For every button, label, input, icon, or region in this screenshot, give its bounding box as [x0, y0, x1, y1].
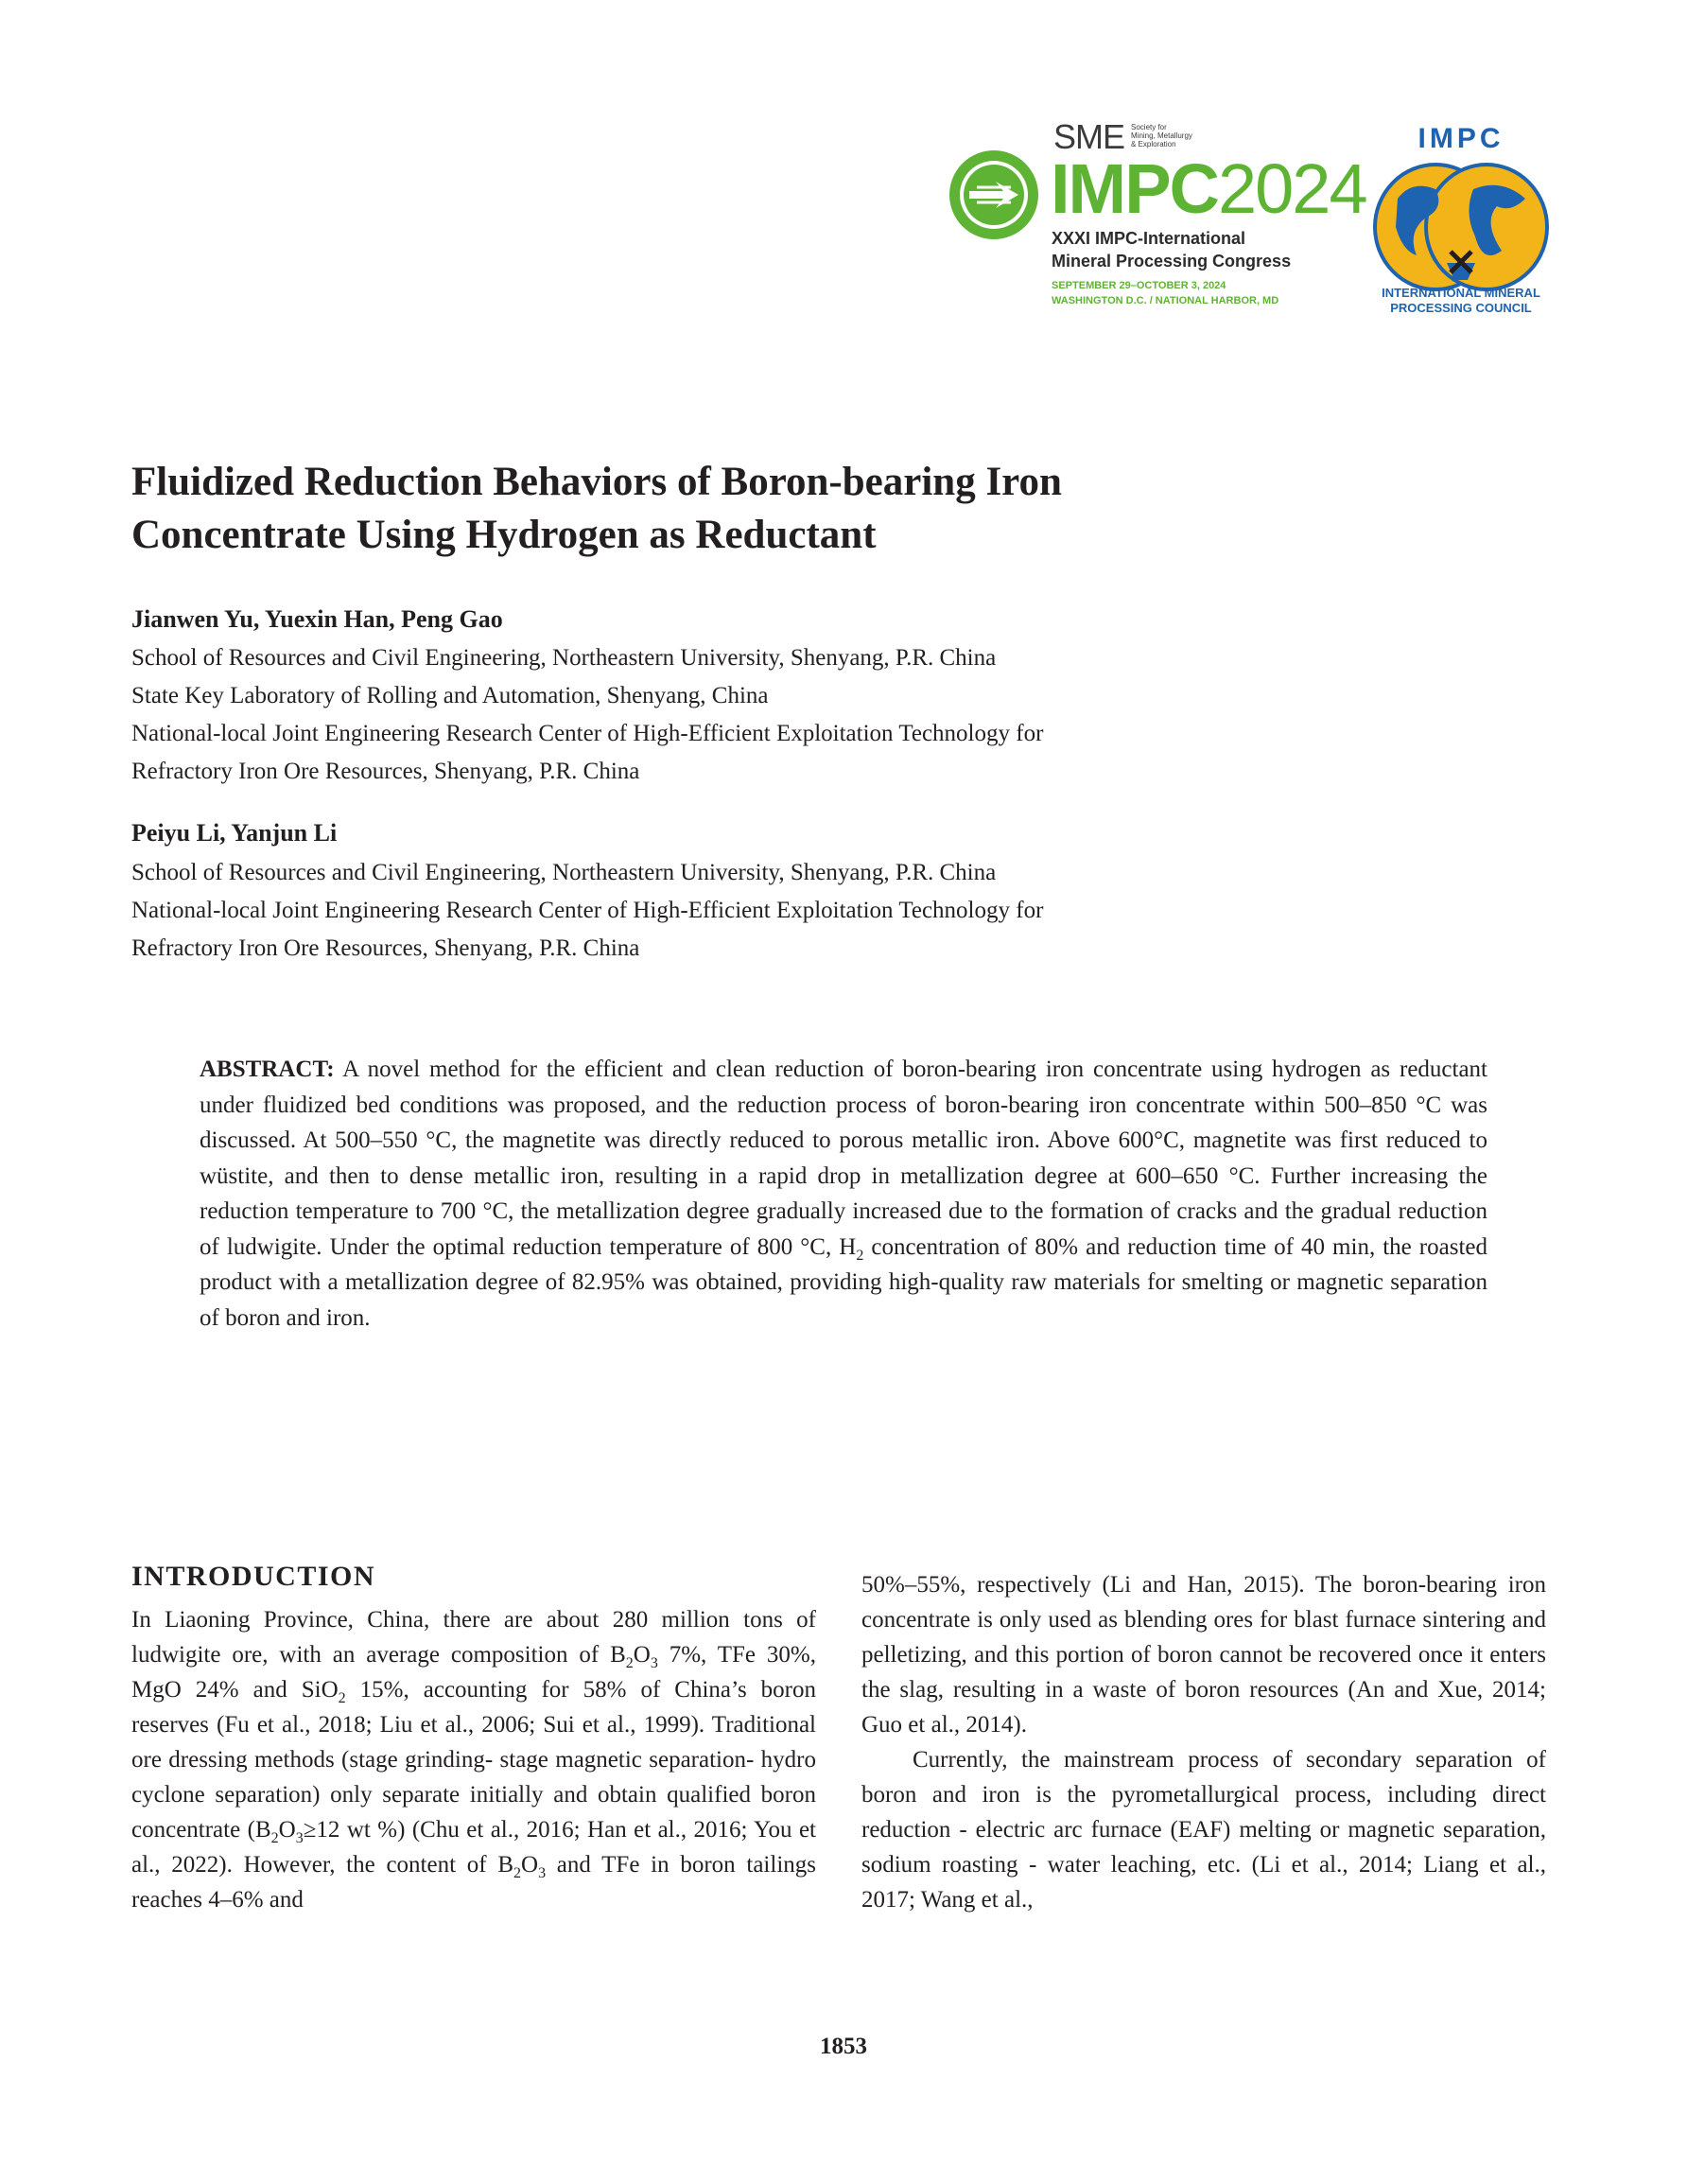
section-heading-introduction: INTRODUCTION: [131, 1561, 376, 1592]
paragraph: In Liaoning Province, China, there are about 280 million tons of ludwigite ore, with an average composition of $B_2O_3$ 7%, TFe 30%, MgO 24% and SiO$_2$ 15%, accounting for 58% of China’s boron reserves (Fu et al., 2018; Liu et al., 2006; Sui et al., 1999). Traditional ore dressing methods (stage grinding- stage magnetic separation- hydro cyclone separation) only separate initially and obtain qualified boron concentrate ($B_2O_3\ge 12$ wt %) (Chu et al., 2016; Han et al., 2016; You et al., 2022). However, the content of $B_2O_3$ and TFe in boron tailings reaches 4–6% and: [131, 1607, 817, 1913]
congress-name-line1: XXXI IMPC-International: [1052, 229, 1246, 248]
affiliation: School of Resources and Civil Engineering, Northeastern University, Shenyang, P.R. China: [131, 645, 997, 671]
sme-logo-word: SME: [1053, 117, 1125, 156]
paper-title-line2: Concentrate Using Hydrogen as Reductant: [131, 513, 877, 557]
paragraph: 50%–55%, respectively (Li and Han, 2015). The boron-bearing iron concentrate is only used as blending ores for blast furnace sintering and pelletizing, and this portion of boron cannot be recovered once it enters the slag, resulting in a waste of boron resources (An and Xue, 2014; Guo et al., 2014).: [861, 1572, 1546, 1738]
affiliation: National-local Joint Engineering Research Center of High-Efficient Exploitation Technology for: [131, 898, 1044, 923]
council-logo-line2: PROCESSING COUNCIL: [1390, 301, 1532, 315]
sme-logo-subtitle: Society for Mining, Metallurgy & Exploration: [1131, 123, 1192, 149]
congress-dates: SEPTEMBER 29–OCTOBER 3, 2024: [1052, 280, 1226, 291]
page-number: 1853: [820, 2034, 867, 2059]
affiliation: State Key Laboratory of Rolling and Automation, Shenyang, China: [131, 683, 769, 708]
congress-name-line2: Mineral Processing Congress: [1052, 252, 1292, 271]
abstract-label: ABSTRACT:: [200, 1057, 335, 1082]
paragraph: Currently, the mainstream process of secondary separation of boron and iron is the pyrometallurgical process, including direct reduction - electric arc furnace (EAF) melting or magnetic separation, sodium roasting - water leaching, etc. (Li et al., 2014; Liang et al., 2017; Wang et al.,: [861, 1747, 1546, 1913]
affiliation: Refractory Iron Ore Resources, Shenyang, P.R. China: [131, 935, 640, 961]
affiliation: School of Resources and Civil Engineering, Northeastern University, Shenyang, P.R. China: [131, 860, 997, 885]
impc-council-logo: [1358, 123, 1564, 322]
left-column: [131, 1602, 816, 1917]
affiliation: Refractory Iron Ore Resources, Shenyang, P.R. China: [131, 759, 640, 784]
impc2024-emblem-icon: [948, 149, 1039, 240]
council-logo-title: IMPC: [1417, 123, 1504, 154]
author-group-1: Jianwen Yu, Yuexin Han, Peng Gao: [131, 605, 503, 633]
right-column: [861, 1567, 1546, 1917]
abstract: ABSTRACT: A novel method for the efficient and clean reduction of boron-bearing iron concentrate using hydrogen as reductant under fluidized bed conditions was proposed, and the reduction process of boron-bearing iron concentrate within 500–850 °C was discussed. At 500–550 °C, the magnetite was directly reduced to porous metallic iron. Above 600°C, magnetite was first reduced to wüstite, and then to dense metallic iron, resulting in a rapid drop in metallization degree at 600–650 °C. Further increasing the reduction temperature to 700 °C, the metallization degree gradually increased due to the formation of cracks and the gradual reduction of ludwigite. Under the optimal reduction temperature of 800 °C, $H_2$ concentration of 80% and reduction time of 40 min, the roasted product with a metallization degree of 82.95% was obtained, providing high-quality raw materials for smelting or magnetic separation of boron and iron.: [200, 1057, 1487, 1331]
affiliation: National-local Joint Engineering Research Center of High-Efficient Exploitation Technology for: [131, 721, 1044, 746]
congress-location: WASHINGTON D.C. / NATIONAL HARBOR, MD: [1052, 295, 1279, 306]
paper-title: [131, 456, 1361, 562]
author-group-2: Peiyu Li, Yanjun Li: [131, 819, 338, 847]
paper-title-line1: Fluidized Reduction Behaviors of Boron-bearing Iron: [131, 460, 1062, 504]
impc2024-logo-wordmark: IMPC2024: [1051, 149, 1366, 228]
council-logo-line1: INTERNATIONAL MINERAL: [1382, 286, 1540, 300]
